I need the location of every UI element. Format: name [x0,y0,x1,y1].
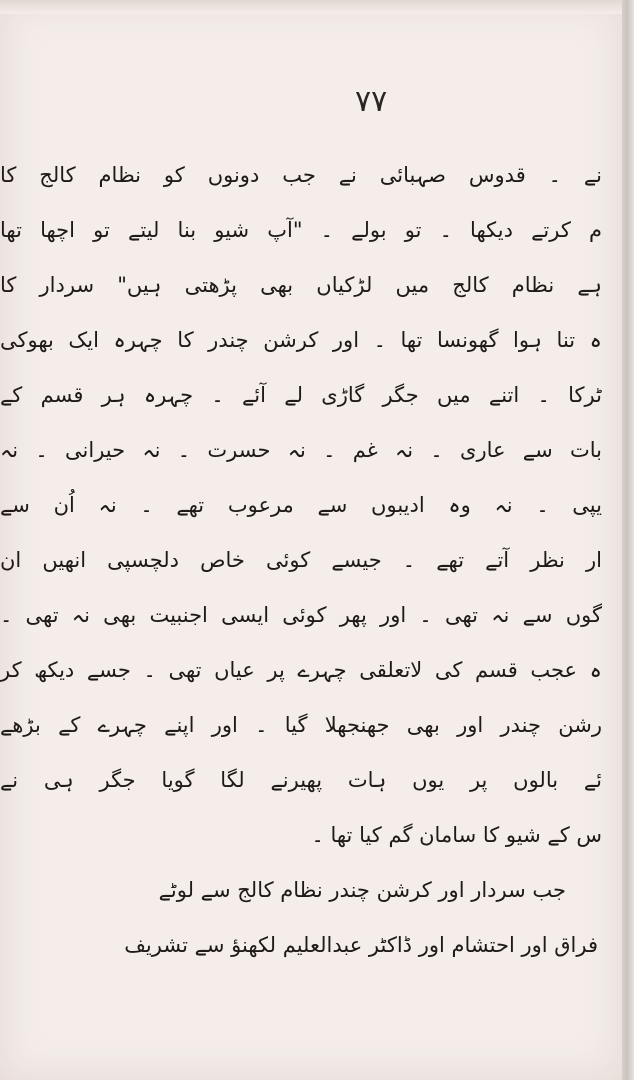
text-line: رشن چندر اور بھی جھنجھلا گیا ۔ اور اپنے چہرے کے بڑھے [0,713,602,737]
book-spine-edge [622,0,634,1080]
page-number: ۷۷ [355,84,388,119]
text-line: ہ عجب قسم کی لاتعلقی چہرے پر عیاں تھی ۔ جسے دیکھ کر [0,658,602,682]
text-line: ہے نظام کالج میں لڑکیاں بھی پڑھتی ہیں" سردار کا [0,273,602,297]
text-line: ار نظر آتے تھے ۔ جیسے کوئی خاص دلچسپی انھیں ان [0,548,602,572]
paragraph-start-line: جب سردار اور کرشن چندر نظام کالج سے لوٹے [158,878,566,902]
text-line: ئے بالوں پر یوں ہات پھیرنے لگا گویا جگر ہی نے [0,768,602,792]
text-line: نے ۔ قدوس صہبائی نے جب دونوں کو نظام کالج کا [0,163,602,187]
text-line: فراق اور احتشام اور ڈاکٹر عبدالعلیم لکھنؤ سے تشریف [124,933,598,957]
text-line: یپی ۔ نہ وہ ادیبوں سے مرعوب تھے ۔ نہ اُن سے [0,493,602,517]
text-line: بات سے عاری ۔ نہ غم ۔ نہ حسرت ۔ نہ حیرانی ۔ نہ [0,438,602,462]
text-line: م کرتے دیکھا ۔ تو بولے ۔ "آپ شیو بنا لیتے تو اچھا تھا [0,218,602,242]
text-line: گوں سے نہ تھی ۔ اور پھر کوئی ایسی اجنبیت بھی نہ تھی ۔ [0,603,602,627]
text-line: ہ تنا ہوا گھونسا تھا ۔ اور کرشن چندر کا چہرہ ایک بھوکی [0,328,602,352]
urdu-text-block [0,148,612,973]
text-line: ٹرکا ۔ اتنے میں جگر گاڑی لے آئے ۔ چہرہ ہر قسم کے [0,383,602,407]
text-line: س کے شیو کا سامان گم کیا تھا ۔ [311,823,602,847]
page-top-shadow [0,0,634,14]
